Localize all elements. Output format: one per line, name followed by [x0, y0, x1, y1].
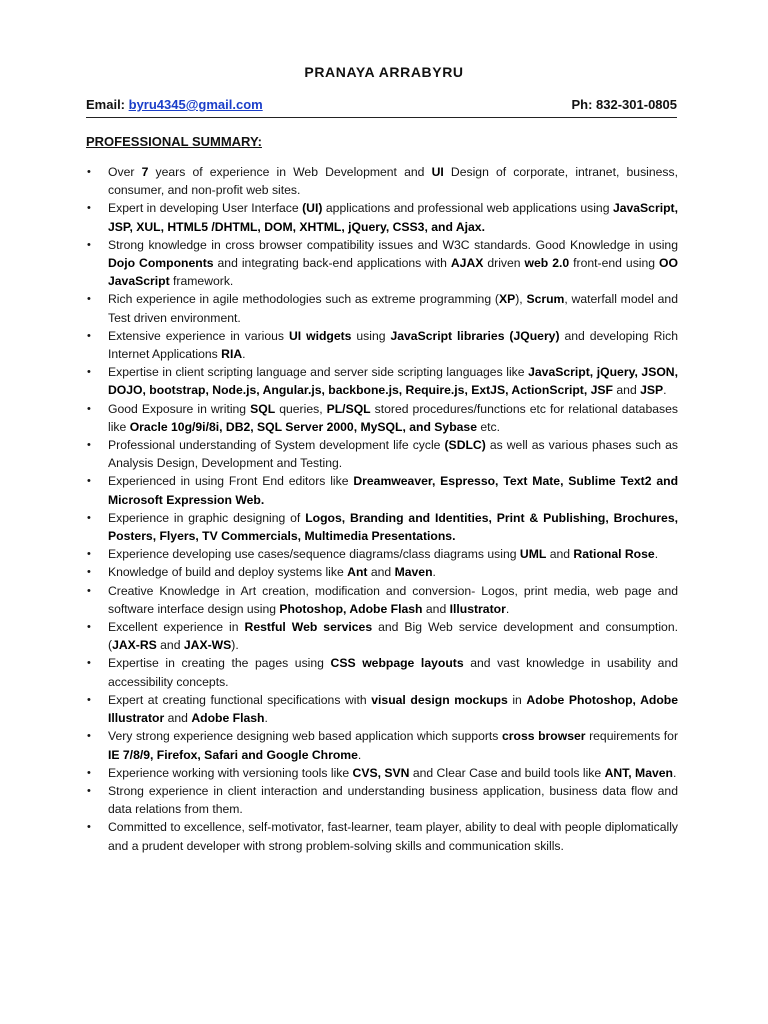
summary-item-keyword: Ant: [347, 565, 368, 580]
summary-item-text: etc.: [476, 419, 501, 434]
summary-item-keyword: visual design mockups: [371, 692, 508, 707]
summary-item-keyword: Adobe Flash: [191, 711, 265, 726]
bullet-icon: •: [87, 366, 91, 379]
summary-item-keyword: cross browser: [501, 729, 586, 744]
summary-item: [86, 691, 678, 727]
bullet-icon: •: [87, 766, 91, 779]
email-block: [86, 97, 263, 112]
summary-item-text: as well as various phases such as Analysis Design, Development and Testing.: [108, 438, 678, 471]
summary-item-keyword: RIA: [221, 347, 243, 362]
summary-item-keyword: web 2.0: [524, 256, 570, 271]
summary-item-text: Strong knowledge in cross browser compatibility issues and W3C standards. Good Knowledge in using: [108, 237, 678, 252]
summary-item-keyword: CSS webpage layouts: [330, 656, 464, 671]
summary-item-text: .: [242, 347, 246, 362]
summary-item-keyword: JAX-WS: [183, 638, 232, 653]
summary-item-keyword: JavaScript, JSP, XUL, HTML5 /DHTML, DOM, XHTML, jQuery, CSS3, and Ajax.: [108, 201, 678, 234]
summary-item-keyword: 7: [141, 165, 149, 179]
summary-item-keyword: (SDLC): [444, 438, 486, 453]
summary-item-keyword: Restful Web services: [244, 620, 373, 635]
summary-item-text: .: [663, 383, 667, 398]
summary-item-text: ),: [515, 292, 527, 307]
summary-item: [86, 199, 678, 235]
summary-item-text: .: [672, 765, 677, 780]
summary-item-keyword: OO JavaScript: [108, 256, 679, 289]
summary-item-keyword: UI: [431, 165, 444, 179]
candidate-name: PRANAYA ARRABYRU: [304, 64, 464, 80]
contact-row: [86, 97, 677, 118]
summary-item-keyword: JSP: [640, 383, 664, 398]
summary-item-text: Experienced in using Front End editors like: [108, 474, 354, 489]
summary-item-text: .: [505, 601, 510, 616]
summary-item: [86, 727, 678, 763]
summary-item-text: .: [357, 747, 362, 762]
summary-item-text: ).: [231, 638, 239, 653]
summary-item: [86, 163, 678, 199]
summary-item-text: and: [613, 383, 641, 398]
summary-item-keyword: XP: [498, 292, 516, 307]
summary-item: [86, 582, 678, 618]
summary-item: [86, 327, 678, 363]
bullet-icon: •: [87, 293, 91, 306]
summary-item-keyword: JavaScript, jQuery, JSON, DOJO, bootstrap, Node.js, Angular.js, backbone.js, Require.js, ExtJS, ActionScript, JSF: [108, 365, 678, 398]
section-title-professional-summary: PROFESSIONAL SUMMARY:: [86, 134, 262, 149]
summary-list: [86, 163, 678, 855]
summary-item: [86, 563, 678, 581]
summary-item-text: and Clear Case and build tools like: [409, 765, 605, 780]
email-link[interactable]: byru4345@gmail.com: [128, 97, 263, 112]
summary-item-text: using: [351, 328, 391, 343]
bullet-icon: •: [87, 693, 91, 706]
summary-item-text: front-end using: [569, 256, 660, 271]
bullet-icon: •: [87, 548, 91, 561]
summary-item-keyword: IE 7/8/9, Firefox, Safari and Google Chrome: [108, 747, 358, 762]
summary-item-text: Very strong experience designing web based application which supports: [108, 729, 502, 744]
summary-item-keyword: Logos, Branding and Identities, Print & Publishing, Brochures, Posters, Flyers, TV Commercials, Multimedia Presentations.: [108, 510, 678, 544]
summary-item-text: .: [432, 565, 436, 580]
summary-item-text: Experience in graphic designing of: [108, 510, 306, 525]
summary-item-text: and Big Web service development and consumption. (: [108, 620, 678, 653]
summary-item: [86, 782, 678, 818]
summary-item-keyword: Oracle 10g/9i/8i, DB2, SQL Server 2000, MySQL, and Sybase: [129, 419, 477, 434]
summary-item: [86, 818, 678, 854]
summary-item-keyword: ANT, Maven: [604, 765, 673, 780]
summary-item-text: Expertise in client scripting language and server side scripting languages like: [108, 365, 529, 380]
summary-item: [86, 236, 678, 291]
summary-item-keyword: Scrum: [526, 292, 565, 307]
summary-item-text: and: [546, 547, 574, 562]
bullet-icon: •: [87, 475, 91, 488]
summary-item: [86, 363, 678, 399]
summary-item: [86, 290, 678, 326]
summary-item-keyword: Rational Rose: [573, 547, 655, 562]
summary-item-text: and: [156, 638, 184, 653]
summary-item-keyword: Photoshop, Adobe Flash: [279, 601, 423, 616]
summary-item-text: , waterfall model and Test driven environment.: [108, 292, 678, 325]
summary-item-text: Strong experience in client interaction and understanding business application, business data flow and data relations from them.: [108, 783, 678, 817]
summary-item-keyword: Maven: [394, 565, 433, 580]
summary-item-text: Design of corporate, intranet, business, consumer, and non-profit web sites.: [108, 165, 678, 198]
summary-item-text: Extensive experience in various: [108, 328, 289, 343]
bullet-icon: •: [87, 584, 91, 597]
summary-item-text: Professional understanding of System development life cycle: [108, 438, 445, 453]
summary-item-text: and: [422, 601, 450, 616]
summary-item: [86, 545, 678, 563]
bullet-icon: •: [87, 439, 91, 452]
summary-item-text: .: [264, 711, 268, 726]
summary-item-text: Creative Knowledge in Art creation, modification and conversion- Logos, print media, web page and software interface design using: [108, 583, 678, 616]
summary-item: [86, 472, 678, 508]
email-label: Email:: [86, 97, 126, 112]
summary-item-text: Expertise in creating the pages using: [108, 656, 331, 671]
summary-item-keyword: JAX-RS: [112, 638, 157, 653]
bullet-icon: •: [87, 621, 91, 634]
summary-item-text: Over: [108, 165, 142, 179]
summary-item: [86, 764, 678, 782]
summary-item-keyword: JavaScript libraries (JQuery): [390, 328, 560, 343]
bullet-icon: •: [87, 329, 91, 342]
summary-item-keyword: SQL: [250, 401, 276, 416]
summary-item-text: driven: [483, 256, 525, 271]
bullet-icon: •: [87, 566, 91, 579]
summary-item-keyword: Illustrator: [449, 601, 506, 616]
summary-item-text: and: [164, 711, 192, 726]
summary-item: [86, 654, 678, 690]
summary-item-keyword: PL/SQL: [326, 401, 371, 416]
bullet-icon: •: [87, 202, 91, 215]
summary-item-text: applications and professional web applications using: [322, 201, 613, 216]
summary-item-text: requirements for: [585, 729, 678, 744]
bullet-icon: •: [87, 166, 91, 178]
summary-item-keyword: UI widgets: [288, 328, 352, 343]
summary-item-text: Excellent experience in: [108, 620, 245, 635]
summary-item-text: Experience developing use cases/sequence diagrams/class diagrams using: [108, 547, 520, 562]
summary-item-text: Committed to excellence, self-motivator, fast-learner, team player, ability to deal with people diplomatically and a prudent developer with strong problem-solving skills and communication skills.: [108, 820, 678, 853]
summary-item-keyword: CVS, SVN: [352, 765, 410, 780]
summary-item-text: in: [507, 692, 527, 707]
summary-item-text: Good Exposure in writing: [108, 401, 251, 416]
summary-item-text: and developing Rich Internet Applications: [108, 328, 678, 362]
summary-item-text: Expert in developing User Interface: [108, 201, 303, 216]
bullet-icon: •: [87, 657, 91, 670]
summary-item-text: and: [367, 565, 395, 580]
summary-item: [86, 400, 678, 436]
summary-item-keyword: Dreamweaver, Espresso, Text Mate, Sublime Text2 and Microsoft Expression Web.: [108, 474, 679, 507]
summary-item-text: .: [654, 547, 659, 562]
summary-item-text: queries,: [275, 401, 327, 416]
summary-item-text: Expert at creating functional specifications with: [108, 692, 372, 707]
bullet-icon: •: [87, 511, 91, 524]
summary-item-text: Rich experience in agile methodologies such as extreme programming (: [108, 292, 499, 307]
summary-item-text: Experience working with versioning tools like: [108, 765, 353, 780]
bullet-icon: •: [87, 238, 91, 251]
bullet-icon: •: [87, 821, 91, 834]
summary-item-text: and integrating back-end applications with: [213, 256, 451, 271]
summary-item: [86, 509, 678, 545]
summary-item: [86, 436, 678, 472]
summary-item-text: Knowledge of build and deploy systems like: [108, 565, 348, 580]
summary-item-text: stored procedures/functions etc for relational databases like: [108, 401, 678, 434]
summary-item-keyword: AJAX: [450, 256, 484, 271]
bullet-icon: •: [87, 402, 91, 415]
summary-item: [86, 618, 678, 654]
summary-item-text: and vast knowledge in usability and accessibility concepts.: [108, 656, 679, 689]
bullet-icon: •: [87, 784, 91, 797]
summary-item-keyword: UML: [519, 547, 547, 562]
summary-item-keyword: Dojo Components: [108, 256, 214, 271]
summary-item-keyword: Adobe Photoshop, Adobe Illustrator: [108, 692, 678, 726]
bullet-icon: •: [87, 730, 91, 743]
summary-item-text: years of experience in Web Development and: [148, 165, 432, 179]
phone-label: Ph:: [571, 97, 593, 112]
phone-number: 832-301-0805: [596, 97, 677, 112]
phone-block: [571, 97, 677, 112]
summary-item-keyword: (UI): [302, 201, 323, 216]
summary-item-text: framework.: [169, 274, 234, 289]
